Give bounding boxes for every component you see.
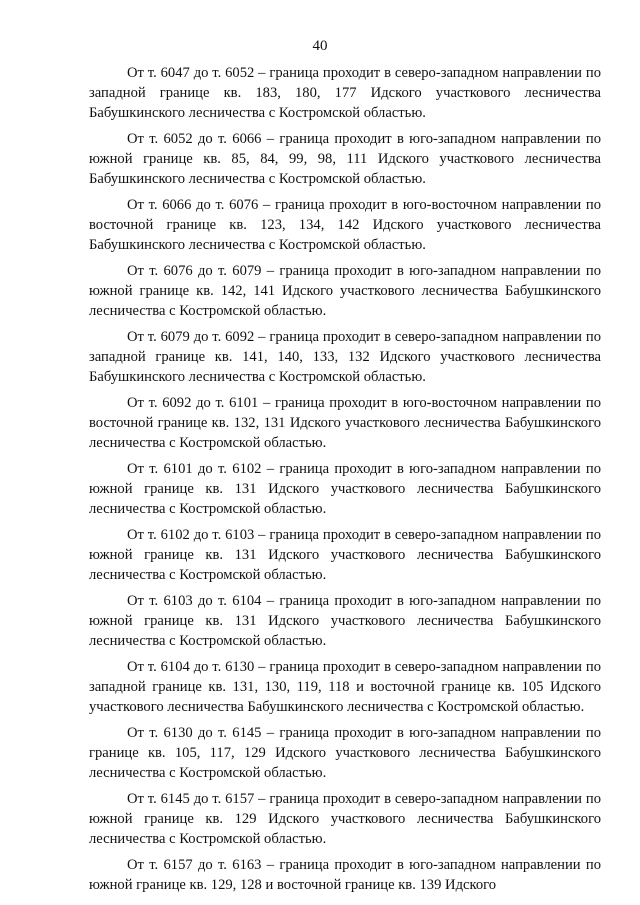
page-number: 40	[312, 38, 328, 54]
paragraph-5: От т. 6079 до т. 6092 – граница проходит в северо-западном направлении по западной границе кв. 141, 140, 133, 132 Идского участкового лесничества Бабушкинского лесничества с Костромской областью.	[89, 329, 601, 385]
paragraph-12: От т. 6145 до т. 6157 – граница проходит в северо-западном направлении по южной границе кв. 129 Идского участкового лесничества Бабушкинского лесничества с Костромской областью.	[89, 791, 601, 847]
paragraph-3: От т. 6066 до т. 6076 – граница проходит в юго-восточном направлении по восточной границе кв. 123, 134, 142 Идского участкового лесничества Бабушкинского лесничества с Костромской областью.	[89, 197, 601, 253]
paragraph-7: От т. 6101 до т. 6102 – граница проходит в юго-западном направлении по южной границе кв. 131 Идского участкового лесничества Бабушкинского лесничества с Костромской областью.	[89, 461, 601, 517]
paragraph-6: От т. 6092 до т. 6101 – граница проходит в юго-восточном направлении по восточной границе кв. 132, 131 Идского участкового лесничества Бабушкинского лесничества с Костромской областью.	[89, 395, 601, 451]
paragraph-10: От т. 6104 до т. 6130 – граница проходит в северо-западном направлении по западной границе кв. 131, 130, 119, 118 и восточной границе кв. 105 Идского участкового лесничества Бабушкинского лесничества с Костромской областью.	[89, 659, 601, 715]
paragraph-13: От т. 6157 до т. 6163 – граница проходит в юго-западном направлении по южной границе кв. 129, 128 и восточной границе кв. 139 Идского	[89, 857, 601, 893]
paragraph-11: От т. 6130 до т. 6145 – граница проходит в юго-западном направлении по границе кв. 105, 117, 129 Идского участкового лесничества Бабушкинского лесничества с Костромской областью.	[89, 725, 601, 781]
paragraph-4: От т. 6076 до т. 6079 – граница проходит в юго-западном направлении по южной границе кв. 142, 141 Идского участкового лесничества Бабушкинского лесничества с Костромской областью.	[89, 263, 601, 319]
paragraph-9: От т. 6103 до т. 6104 – граница проходит в юго-западном направлении по южной границе кв. 131 Идского участкового лесничества Бабушкинского лесничества с Костромской областью.	[89, 593, 601, 649]
paragraph-1: От т. 6047 до т. 6052 – граница проходит в северо-западном направлении по западной границе кв. 183, 180, 177 Идского участкового лесничества Бабушкинского лесничества с Костромской областью.	[89, 65, 601, 121]
paragraph-8: От т. 6102 до т. 6103 – граница проходит в северо-западном направлении по южной границе кв. 131 Идского участкового лесничества Бабушкинского лесничества с Костромской областью.	[89, 527, 601, 583]
document-body	[89, 63, 601, 901]
paragraph-2: От т. 6052 до т. 6066 – граница проходит в юго-западном направлении по южной границе кв. 85, 84, 99, 98, 111 Идского участкового лесничества Бабушкинского лесничества с Костромской областью.	[89, 131, 601, 187]
